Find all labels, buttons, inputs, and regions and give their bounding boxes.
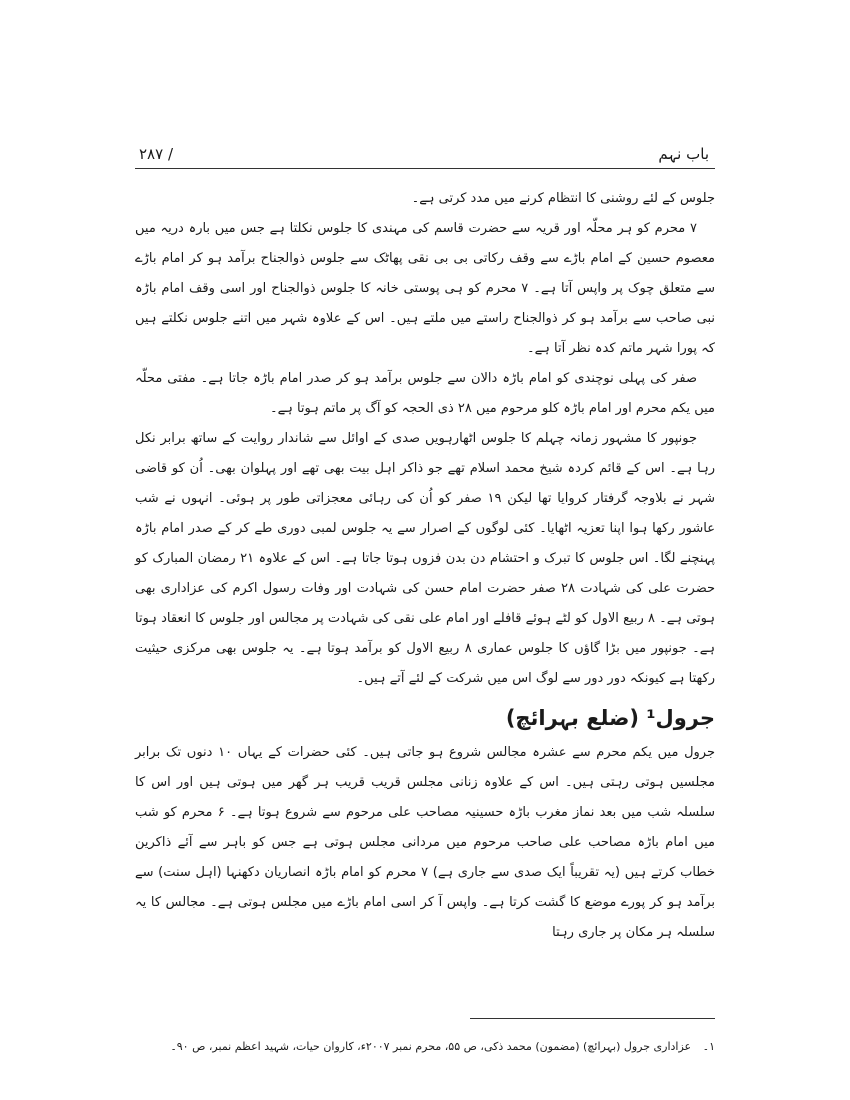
footnote-text: عزاداری جرول (بہرائچ) (مضمون) محمد ذکی، ص ۵۵، محرم نمبر ۲۰۰۷ء، کاروان حیات، شہید اعظم نمبر، ص ۹۰۔ [170, 1040, 692, 1053]
paragraph-4: جونپور کا مشہور زمانہ چہلم کا جلوس اٹھارہویں صدی کے اوائل سے شاندار روایت کے ساتھ برابر نکل رہا ہے۔ اس کے قائم کردہ شیخ محمد اسلام تھے جو ذاکر اہل بیت بھی تھے اور پہلوان بھی۔ اُن کو قاضی شہر نے بلاوجہ گرفتار کروایا تھا لیکن ۱۹ صفر کو اُن کی رہائی معجزاتی طور پر ہوئی۔ انہوں نے شب عاشور رکھا ہوا اپنا تعزیہ اٹھایا۔ کئی لوگوں کے اصرار سے یہ جلوس لمبی دوری طے کر کے صدر امام باڑہ پہنچنے لگا۔ اس جلوس کا تبرک و احتشام دن بدن فزوں ہوتا جاتا ہے۔ اس کے علاوہ ۲۱ رمضان المبارک کو حضرت علی کی شہادت ۲۸ صفر حضرت امام حسن کی شہادت اور وفات رسول اکرم کی عزاداری بھی ہوتی ہے۔ ۸ ربیع الاول کو لٹے ہوئے قافلے اور امام علی نقی کی شہادت پر مجالس اور جلوس کا انعقاد ہوتا ہے۔ جونپور میں بڑا گاؤں کا جلوس عماری ۸ ربیع الاول کو برآمد ہوتا ہے۔ یہ جلوس بھی مرکزی حیثیت رکھتا ہے کیونکہ دور دور سے لوگ اس میں شرکت کے لئے آتے ہیں۔ [135, 431, 715, 686]
body-text [135, 184, 715, 948]
paragraph-1: جلوس کے لئے روشنی کا انتظام کرنے میں مدد کرتی ہے۔ [411, 191, 715, 206]
header-divider [135, 168, 715, 169]
page-number: ۲۸۷ / [139, 145, 173, 163]
paragraph-2: ۷ محرم کو ہر محلّہ اور قریہ سے حضرت قاسم کی مہندی کا جلوس نکلتا ہے جس میں بارہ دریہ میں معصوم حسین کے امام باڑے سے وقف رکاتی بی بی نقی پھاٹک سے جلوس ذوالجناح برآمد ہو کر امام باڑے سے متعلق چوک پر واپس آتا ہے۔ ۷ محرم کو ہی پوستی خانہ کا جلوس ذوالجناح اور اسی وقف امام باڑہ نبی صاحب سے برآمد ہو کر ذوالجناح راستے میں ملتے ہیں۔ اس کے علاوہ شہر میں اتنے جلوس نکلتے ہیں کہ پورا شہر ماتم کدہ نظر آتا ہے۔ [135, 221, 715, 356]
footnote [135, 1038, 715, 1056]
running-header [135, 143, 715, 167]
section-paragraph: جرول میں یکم محرم سے عشرہ مجالس شروع ہو جاتی ہیں۔ کئی حضرات کے یہاں ۱۰ دنوں تک برابر مجلسیں ہوتی رہتی ہیں۔ اس کے علاوہ زنانی مجلس قریب قریب ہر گھر میں ہوتی ہیں اور اس کا سلسلہ شب میں بعد نماز مغرب باڑہ حسینیہ مصاحب علی مرحوم سے شروع ہوتا ہے۔ ۶ محرم کو شب میں امام باڑہ مصاحب علی صاحب مرحوم میں مردانی مجلس ہوتی ہے جس کو باہر سے آئے ذاکرین خطاب کرتے ہیں (یہ تقریباً ایک صدی سے جاری ہے) ۷ محرم کو امام باڑہ انصاریان دکھنہا (اہل سنت) سے برآمد ہو کر پورے موضع کا گشت کرتا ہے۔ واپس آ کر اسی امام باڑے میں مجلس ہوتی ہے۔ مجالس کا یہ سلسلہ ہر مکان پر جاری رہتا [135, 745, 716, 940]
footnote-number: ۱۔ [702, 1040, 715, 1053]
paragraph-3: صفر کی پہلی نوچندی کو امام باڑہ دالان سے جلوس برآمد ہو کر صدر امام باڑہ جاتا ہے۔ مفتی محلّہ میں یکم محرم اور امام باڑہ کلو مرحوم میں ۲۸ ذی الحجہ کو آگ پر ماتم ہوتا ہے۔ [135, 371, 715, 416]
footnote-divider [470, 1018, 715, 1019]
chapter-title: باب نہم [658, 145, 709, 163]
section-heading: جرول¹ (ضلع بہرائچ) [505, 706, 715, 730]
